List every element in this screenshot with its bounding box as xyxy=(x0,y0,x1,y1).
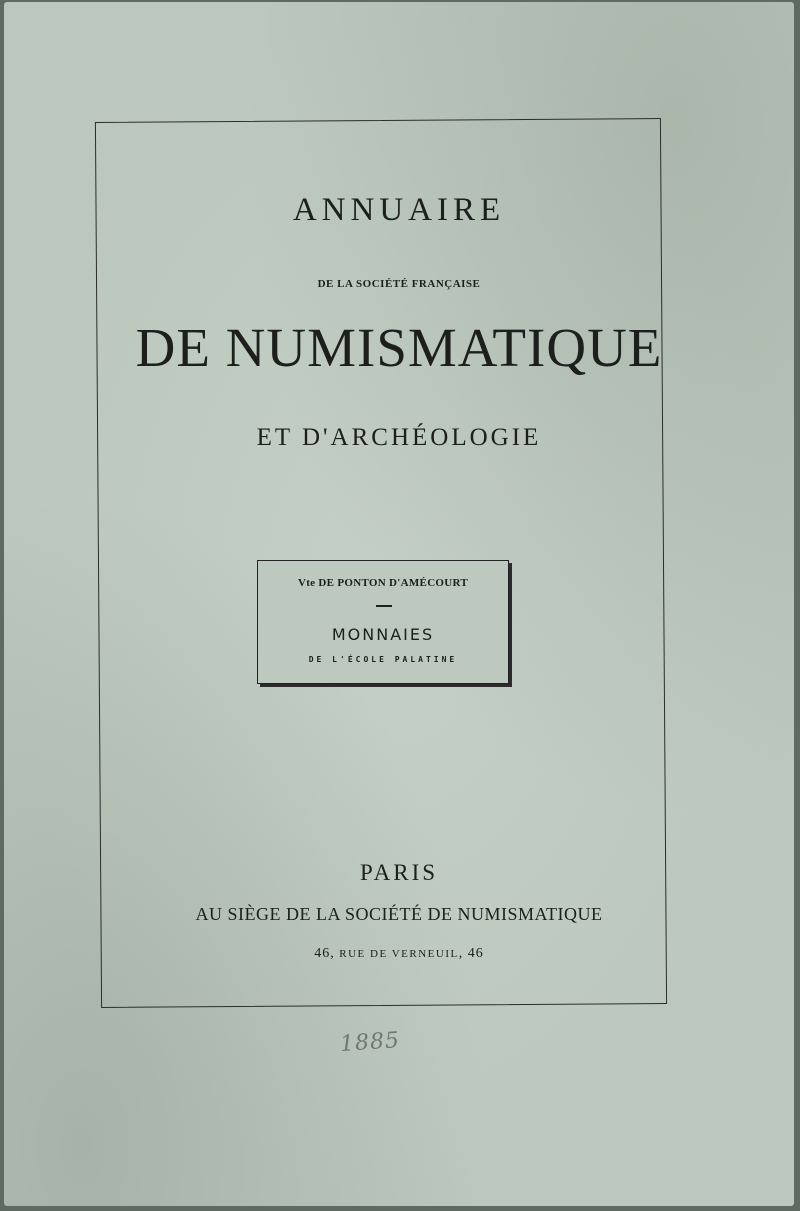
title-numismatique: DE NUMISMATIQUE xyxy=(135,317,663,378)
title-label xyxy=(257,560,509,684)
title-annuaire: ANNUAIRE xyxy=(292,192,506,228)
title-archeologie: ET D'ARCHÉOLOGIE xyxy=(256,424,542,451)
label-work-subtitle: DE L'ÉCOLE PALATINE xyxy=(308,655,458,664)
subtitle-societe: DE LA SOCIÉTÉ FRANÇAISE xyxy=(317,278,481,290)
label-divider xyxy=(376,605,392,607)
handwritten-note: 1885 xyxy=(339,1027,401,1058)
address-number-right: 46 xyxy=(467,946,484,961)
label-work-title: MONNAIES xyxy=(331,625,435,644)
imprint-city: PARIS xyxy=(359,860,439,885)
address-number-left: 46 xyxy=(314,946,331,961)
address-street: RUE DE VERNEUIL xyxy=(339,948,459,960)
imprint-address: 46, RUE DE VERNEUIL, 46 xyxy=(314,946,484,961)
cover-page xyxy=(4,2,794,1206)
label-author: Vte DE PONTON D'AMÉCOURT xyxy=(297,577,469,589)
imprint-publisher: AU SIÈGE DE LA SOCIÉTÉ DE NUMISMATIQUE xyxy=(195,904,603,924)
